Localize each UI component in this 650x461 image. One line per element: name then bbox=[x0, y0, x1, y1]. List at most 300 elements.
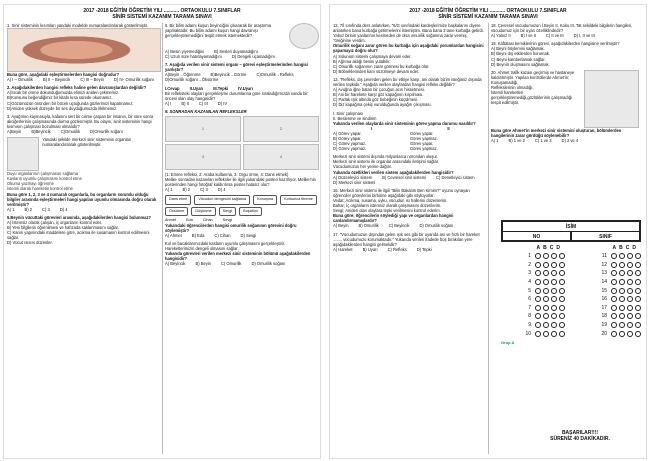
answer-number: 10 bbox=[525, 330, 531, 337]
q19-option-b[interactable]: B) Beyni dış etkilerden korumak. bbox=[491, 51, 550, 57]
question-10 bbox=[165, 195, 319, 238]
q8-option-a[interactable]: A) I bbox=[165, 100, 172, 106]
q9-option-a[interactable]: A) 1 bbox=[165, 187, 173, 193]
answer-bubble[interactable] bbox=[619, 305, 625, 311]
q16-option-c[interactable]: C) Beyincik bbox=[388, 223, 410, 229]
q19-text: 19. Kaftatası kemiklerinin görevi, aşağıdakilerden hangisine verilmiştir? bbox=[491, 41, 620, 47]
q3-option-c[interactable]: C)Omurilik bbox=[60, 129, 81, 135]
q4-bullet-2: Kasların uyumlu çalışmasını kontrol etme bbox=[7, 176, 82, 182]
answer-bubble[interactable] bbox=[627, 288, 633, 294]
question-18 bbox=[491, 23, 645, 38]
q2-option-c[interactable]: C)Gözümüzün önünden bir böcek uçtuğunda gözlerimizi kapatmamız. bbox=[7, 100, 134, 106]
q14-head-1: I. Sinir çalışması bbox=[333, 110, 364, 116]
q4-bullet-3: Okuma yazmayı öğrenme bbox=[7, 181, 54, 187]
q9-title: 9. SONRADAN KAZANILAN REFLEKSLER bbox=[165, 108, 247, 114]
q8-item-2: II.Uyarı bbox=[189, 85, 204, 91]
right-page bbox=[329, 4, 647, 459]
q13-option-a[interactable]: A) Avuğna iğne batan bir çocuğun acın hissetmesi. bbox=[333, 87, 425, 93]
answer-bubble[interactable] bbox=[559, 331, 565, 337]
answer-bubble[interactable] bbox=[543, 305, 549, 311]
q14-head-2: II. Beslenme ve sindirim bbox=[333, 115, 377, 121]
answer-bubble[interactable] bbox=[635, 313, 641, 319]
answer-number: 15 bbox=[601, 287, 607, 294]
class-field[interactable]: SINIF bbox=[571, 231, 640, 242]
question-9 bbox=[165, 109, 319, 192]
question-4 bbox=[7, 137, 161, 212]
q8-option-c[interactable]: C) III bbox=[198, 100, 208, 106]
q15-option-b[interactable]: B) Cevresel sinir sistemi bbox=[382, 174, 427, 180]
answer-bubble[interactable] bbox=[543, 288, 549, 294]
answer-bubble[interactable] bbox=[627, 305, 633, 311]
q10-person-1: Ahmet bbox=[165, 217, 176, 222]
answer-bubble[interactable] bbox=[619, 313, 625, 319]
answer-row bbox=[501, 269, 565, 278]
question-2 bbox=[7, 85, 161, 110]
answer-bubble[interactable] bbox=[627, 313, 633, 319]
page-header-right bbox=[330, 8, 646, 20]
answer-bubble[interactable] bbox=[551, 270, 557, 276]
answer-bubble[interactable] bbox=[619, 279, 625, 285]
answer-number: 3 bbox=[528, 270, 531, 277]
answer-number: 6 bbox=[528, 296, 531, 303]
answer-bubble[interactable] bbox=[635, 288, 641, 294]
q9-caption: (1: Emme refleksi, 2: Araba kullanma, 3: Orgu örme, 4: Dans etmek) bbox=[165, 172, 289, 178]
name-field[interactable]: İSİM bbox=[502, 221, 640, 231]
answer-bubble[interactable] bbox=[543, 322, 549, 328]
q5-option-a[interactable]: A) İstemsiz olarak çalışan, iç organların kontrol eder. bbox=[7, 219, 103, 225]
left-page bbox=[3, 4, 321, 459]
q10-box-8: Boşaltım bbox=[239, 207, 262, 216]
q1-option-c[interactable]: C) III – Beyin bbox=[80, 77, 104, 83]
answer-bubble[interactable] bbox=[551, 253, 557, 259]
q10-option-d[interactable]: D) Sevgi bbox=[240, 232, 257, 238]
answer-row bbox=[501, 286, 565, 295]
question-17 bbox=[333, 232, 487, 252]
q10-person-3: Cihan bbox=[202, 217, 213, 222]
answer-bubble[interactable] bbox=[551, 288, 557, 294]
q20-option-b[interactable]: B) 1 ve 2 bbox=[508, 137, 525, 143]
brain-cross-section-illustration bbox=[584, 70, 639, 128]
answer-number: 12 bbox=[601, 261, 607, 268]
answer-number: 14 bbox=[601, 279, 607, 286]
answer-bubble[interactable] bbox=[559, 288, 565, 294]
header-line-2-right: SİNİR SİSTEMİ KAZANIM TARAMA SINAVI bbox=[438, 14, 538, 20]
answer-bubble[interactable] bbox=[611, 331, 617, 337]
q17-option-b[interactable]: B) Uyarı bbox=[362, 246, 378, 252]
q11-option-d[interactable]: D) Omurilik soğanı bbox=[251, 261, 286, 267]
answer-bubble[interactable] bbox=[627, 296, 633, 302]
q1-option-b[interactable]: B) II – Beyincik bbox=[42, 77, 71, 83]
q12-option-b[interactable]: B) Ağrıma aldığı besini yutabilir. bbox=[333, 58, 391, 64]
q1-option-a[interactable]: A) I – Omurilik bbox=[7, 77, 33, 83]
q9-option-b[interactable]: B) 2 bbox=[182, 187, 191, 193]
answer-bubble[interactable] bbox=[635, 331, 641, 337]
answer-bubble[interactable] bbox=[543, 262, 549, 268]
header-line-1-right: 2017 -2018 EĞİTİM ÖĞRETİM YILI ........... ORTAOKULU 7.SINIFLAR bbox=[409, 8, 567, 14]
answer-bubble[interactable] bbox=[551, 296, 557, 302]
answer-bubble[interactable] bbox=[619, 322, 625, 328]
answer-bubble[interactable] bbox=[535, 305, 541, 311]
answer-bubble[interactable] bbox=[543, 331, 549, 337]
answer-row bbox=[501, 278, 565, 287]
q2-option-a[interactable]: A)Sıcak bir cisme dokunduğumuzda elimizi aniden çekmemiz. bbox=[7, 90, 120, 96]
header-line-2: SİNİR SİSTEMİ KAZANIM TARAMA SINAVI bbox=[112, 14, 212, 20]
q20-bullet-1: Konuşamadığı, bbox=[491, 79, 519, 85]
answer-number: 16 bbox=[601, 296, 607, 303]
q14-col-2: II bbox=[447, 125, 450, 131]
answer-bubble[interactable] bbox=[559, 305, 565, 311]
q16-option-a[interactable]: A) Beyin bbox=[333, 223, 349, 229]
answer-bubble[interactable] bbox=[559, 253, 565, 259]
q16-line-1: Vedat; Acıkma, susama, uyku, vücudun ısı hallerini düzenlerim. bbox=[333, 198, 448, 203]
q19-option-c[interactable]: C) Beyni kamberlamak sağlar. bbox=[491, 56, 546, 62]
answer-bubble[interactable] bbox=[627, 331, 633, 337]
q10-box-7: Sevgi bbox=[219, 207, 237, 216]
q2-option-b[interactable]: B)Konsunu beğendiğimiz bir kitabı kısa sürede okumamız. bbox=[7, 95, 113, 101]
q11-option-b[interactable]: B) Beyin bbox=[195, 261, 211, 267]
answer-bubble[interactable] bbox=[611, 279, 617, 285]
reflex-photo-grid bbox=[165, 116, 319, 170]
photo-4: 4 bbox=[243, 144, 319, 170]
q10-box-1: Dans etme bbox=[165, 195, 191, 204]
q4-option-c[interactable]: C) 3 bbox=[42, 206, 50, 212]
answer-letters-left: ABCD bbox=[536, 245, 563, 251]
answer-bubble[interactable] bbox=[611, 262, 617, 268]
answer-bubble[interactable] bbox=[627, 279, 633, 285]
q16-line-3: Sevgi; Aniden olan olaylara tepki verilmesini kontrol ederim. bbox=[333, 208, 441, 214]
q14-row-a-1[interactable]: A) Görev yapar. bbox=[333, 130, 362, 136]
q10-box-2: Vücudun dengesini sağlama bbox=[194, 195, 250, 204]
answer-number: 8 bbox=[528, 313, 531, 320]
q12-option-a[interactable]: A) Solunum sistemi çalışmaya devam eder. bbox=[333, 53, 412, 59]
answer-row bbox=[501, 329, 565, 338]
answer-row bbox=[577, 329, 641, 338]
q15-option-d[interactable]: D) Merkezi sinir sistemi bbox=[333, 179, 376, 185]
answer-row bbox=[577, 321, 641, 330]
question-14 bbox=[333, 111, 487, 152]
q8-item-1: I.Cevap bbox=[165, 85, 180, 91]
q10-text: Yukarıdaki öğrencilerden hangisi omurilik soğanının görevini doğru söylemiştir? bbox=[165, 222, 297, 233]
answer-row bbox=[577, 295, 641, 304]
q15-bullet-2: Merkezi sinir sistemi ile organlar arasındaki iletişimi sağlar. bbox=[333, 159, 440, 165]
q17-option-c[interactable]: C) Refleks bbox=[387, 246, 407, 252]
answer-number: 2 bbox=[528, 261, 531, 268]
answer-bubble[interactable] bbox=[611, 313, 617, 319]
answer-number: 5 bbox=[528, 287, 531, 294]
q10-person-4: Sevgi bbox=[222, 217, 233, 222]
q10-option-a[interactable]: A) Ahmet bbox=[165, 232, 182, 238]
q2-option-d[interactable]: D)Aniden yüksek düzeyde bir ses duyduğumuzda irkilmemiz. bbox=[7, 105, 118, 111]
q10-box-5: Öksürme bbox=[165, 207, 188, 216]
answer-bubble[interactable] bbox=[635, 262, 641, 268]
answer-bubble[interactable] bbox=[535, 331, 541, 337]
column-divider-right bbox=[488, 23, 489, 454]
question-8 bbox=[165, 86, 319, 106]
q10-box-4: Korkunca titreme bbox=[280, 195, 317, 204]
answer-bubble[interactable] bbox=[543, 270, 549, 276]
answer-bubble[interactable] bbox=[543, 279, 549, 285]
q12-option-c[interactable]: C) Omurilik soğanının zarar görmesi bu kurbağa ölür. bbox=[333, 63, 430, 69]
answer-bubble[interactable] bbox=[619, 270, 625, 276]
q15-option-a[interactable]: A) Düzenleyici sistem bbox=[333, 174, 373, 180]
q14-col-1: I bbox=[370, 125, 373, 131]
answer-bubble[interactable] bbox=[635, 279, 641, 285]
left-column-2 bbox=[165, 23, 319, 269]
q15-bullet-1: Merkezi sinir sistemi dışında milyonlarca nörondan oluşur. bbox=[333, 154, 438, 160]
q5-option-b[interactable]: B) Yeni bilgilerin öğrenilmesi ve hafızada saklanmasını sağlar. bbox=[7, 225, 119, 231]
question-6 bbox=[165, 23, 319, 59]
q3-option-a[interactable]: A)Beyin bbox=[7, 129, 22, 135]
q14-row-c-1[interactable]: C) Görev yapmaz. bbox=[333, 141, 367, 147]
q7-option-d[interactable]: D)Omurilik soğanı→Öksürme bbox=[165, 77, 219, 83]
photo-3: 3 bbox=[165, 144, 241, 170]
answer-bubble[interactable] bbox=[619, 262, 625, 268]
q6-option-a[interactable]: A) Besin yiyemediğini bbox=[165, 49, 205, 54]
footer-success: BAŞARILAR!!!! bbox=[561, 430, 599, 436]
q15-text: Yukarıda özellikleri verilen sistem aşağıdakilerden hangisidir? bbox=[333, 169, 454, 175]
q4-intro: Yandaki şekilde merkezi sinir sisteminin organları numaralandırılarak gösterilmiştir. bbox=[42, 137, 132, 148]
q16-option-b[interactable]: B) Omurilik bbox=[358, 223, 379, 229]
q1-prompt: Buna göre, aşağıdaki eşleştirmelerden hangisi doğrudur? bbox=[7, 72, 120, 78]
answer-column-right bbox=[577, 245, 641, 338]
q15-option-c[interactable]: C) Denetleyici sistem bbox=[436, 174, 475, 180]
question-19 bbox=[491, 41, 645, 66]
answer-bubble[interactable] bbox=[535, 313, 541, 319]
q19-option-a[interactable]: A) Beyni böylemini sağlamak. bbox=[491, 46, 545, 52]
q11-option-c[interactable]: C) Omurilik bbox=[220, 261, 242, 267]
answer-number: 19 bbox=[601, 322, 607, 329]
q9-text: Melike sonradan kazanılan refleksler ile ilgili yukarıdaki posteri hazırlıyor. Melike'nin posterinden hangi fotoğraf kaldırılırsa poster hatasız olur? bbox=[165, 177, 316, 188]
answer-number: 11 bbox=[601, 253, 607, 260]
question-1 bbox=[7, 23, 161, 82]
answer-bubble[interactable] bbox=[635, 305, 641, 311]
photo-2: 2 bbox=[243, 116, 319, 142]
answer-bubble[interactable] bbox=[559, 322, 565, 328]
q20-option-c[interactable]: C) 1 ve 3 bbox=[534, 137, 552, 143]
q7-option-c[interactable]: C)Omurilik→Refleks bbox=[256, 72, 294, 78]
answer-bubble[interactable] bbox=[611, 288, 617, 294]
q9-option-c[interactable]: C) 3 bbox=[200, 187, 208, 193]
q4-option-b[interactable]: B) 2 bbox=[24, 206, 33, 212]
q11-text: Yukarıda görevleri verilen merkezi sinir sisteminin bölümü aşağıdakilerden hangisidir? bbox=[165, 251, 311, 262]
brain-illustration bbox=[7, 28, 161, 72]
q13-text: 13. "Refleks, dış çevreden gelen bir etkiye karşı, ani olarak bizim isteğimiz dışında verilen tepkidir." Aşağıda verilen olaylardan hangisi refleks değildir? bbox=[333, 76, 482, 88]
answer-bubble[interactable] bbox=[611, 253, 617, 259]
right-column-2 bbox=[491, 23, 645, 146]
q14-row-c-2: Görev yapar. bbox=[410, 141, 434, 147]
answer-bubble[interactable] bbox=[559, 296, 565, 302]
answer-bubble[interactable] bbox=[535, 253, 541, 259]
q6-text: 6. Bir bilim adamı kuşun beyinciğini çıkararak bir araştırma yapmaktadır. Bu bilim adamı kuşun hangi davranışı gerçekleştiremediğini tespit etmek istemektedir? bbox=[165, 23, 272, 39]
answer-bubble[interactable] bbox=[535, 288, 541, 294]
answer-bubble[interactable] bbox=[627, 262, 633, 268]
question-16 bbox=[333, 188, 487, 229]
q11-bullet-2: Hareketlerimizin dengeli olmasını sağlar. bbox=[165, 246, 239, 252]
answer-bubble[interactable] bbox=[551, 322, 557, 328]
q10-box-6: Düşünme bbox=[191, 207, 215, 216]
answer-bubble[interactable] bbox=[559, 313, 565, 319]
answer-bubble[interactable] bbox=[543, 296, 549, 302]
q14-row-d-1[interactable]: D) Görev yapmaz. bbox=[333, 146, 367, 152]
answer-number: 18 bbox=[601, 313, 607, 320]
q10-box-3: Konuşma bbox=[253, 195, 277, 204]
q17-option-a[interactable]: A) Hareket bbox=[333, 246, 353, 252]
q19-option-d[interactable]: D) Beynin oluşmasını sağlamak. bbox=[491, 61, 550, 67]
q6-option-b[interactable]: B) Sesleri duyamadığını bbox=[214, 49, 258, 54]
q6-option-d[interactable]: D) Dengeli uçamadığını bbox=[231, 54, 275, 60]
answer-bubble[interactable] bbox=[543, 313, 549, 319]
answer-bubble[interactable] bbox=[619, 296, 625, 302]
q17-option-d[interactable]: D) Tepki bbox=[416, 246, 432, 252]
answer-bubble[interactable] bbox=[635, 253, 641, 259]
answer-number: 13 bbox=[601, 270, 607, 277]
q3-option-d[interactable]: D)Omurilik soğanı bbox=[90, 129, 123, 135]
answer-bubble[interactable] bbox=[611, 270, 617, 276]
q8-text: Bir refleksteki olayları gerçekleşme durumlarına göre sıraladığımızda sonda bir öncesi olan olay hangisidir? bbox=[165, 90, 308, 101]
question-5 bbox=[7, 215, 161, 246]
q13-option-b[interactable]: B) Ani bir harekete karşı göz kapağının kırpılması. bbox=[333, 92, 424, 98]
answer-bubble[interactable] bbox=[619, 288, 625, 294]
q14-text: Yukarıda verilen olaylarda sinir sisteminin görev yapma durumu nasıldır? bbox=[333, 120, 476, 126]
answer-bubble[interactable] bbox=[535, 270, 541, 276]
answer-bubble[interactable] bbox=[535, 262, 541, 268]
answer-bubble[interactable] bbox=[551, 331, 557, 337]
q7-option-b[interactable]: B)Beyincik→Görme bbox=[210, 72, 247, 78]
q15-bullet-3: Vücudumuzun her yerine dağılır. bbox=[333, 164, 392, 170]
q8-option-d[interactable]: D) IV bbox=[217, 100, 228, 106]
answer-row bbox=[577, 278, 641, 287]
answer-bubble[interactable] bbox=[611, 322, 617, 328]
answer-bubble[interactable] bbox=[551, 262, 557, 268]
q18-option-c[interactable]: C) II ve III bbox=[545, 33, 564, 39]
answer-row bbox=[577, 286, 641, 295]
q10-option-b[interactable]: B) Eda bbox=[191, 232, 205, 238]
column-divider bbox=[162, 23, 163, 454]
q4-prompt: Buna göre 1, 2, 3 ve 4 numaralı organlarla, bu organların sorumlu olduğu bilgiler arasında eşleştirmeleri hangi yapılan uyumlu olmasında doğru olarak verilmiştir? bbox=[7, 191, 157, 207]
answer-row bbox=[577, 252, 641, 261]
answer-row bbox=[501, 261, 565, 270]
q12-option-d[interactable]: D) Böbreklerinden kanı süzülmeye devam eder. bbox=[333, 68, 420, 74]
answer-bubble[interactable] bbox=[635, 296, 641, 302]
answer-bubble[interactable] bbox=[627, 322, 633, 328]
q20-text: 20. Ahmet trafik kazası geçirmiş ve hastaneye kaldırılmıştır. Yapılan kontrollerde Ahmet'in; bbox=[491, 69, 575, 80]
brain-side-illustration bbox=[7, 137, 39, 171]
answer-number: 9 bbox=[528, 322, 531, 329]
question-3 bbox=[7, 114, 161, 134]
q17-text: 17. "Vücudumuzun dışından gelen ışık ses gibi bir uyarıda ani ve hızlı bir hareket ........ vücudumuzu korumaktadır." Yukarıda verilen ifadede boş bırakılan yere aşağıdakilerden hangisi gelmelidir? bbox=[333, 231, 480, 247]
answer-number: 4 bbox=[528, 279, 531, 286]
q7-option-a[interactable]: A)Beyin→Öğrenme bbox=[165, 72, 201, 78]
answer-bubble[interactable] bbox=[551, 313, 557, 319]
answer-bubble[interactable] bbox=[619, 253, 625, 259]
right-column-1 bbox=[333, 23, 487, 255]
answer-bubble[interactable] bbox=[559, 279, 565, 285]
q20-prompt: Buna göre Ahmet'in merkezi sinir sistemini oluşturan, bölümlerden hangilerinin zarar gördüğü söylenebilir? bbox=[491, 127, 622, 138]
q10-diagram-row-2 bbox=[165, 207, 319, 216]
answer-bubble[interactable] bbox=[551, 279, 557, 285]
q12-text: 12. 7/İ sınıfında ders anlatırken, "6/G sınıfındaki kardeşlerimize başkalarını diyere anlatırken bana kurbağa getirmelerini istemiştim. Bana bana 3 tane kurbağa getirdi. Yalnız birinin yanlarının kesmeden de olsa omurilik soğanına zarar vermiş, "öreğinine verdim. bbox=[333, 23, 484, 44]
q4-option-a[interactable]: A) 1 bbox=[7, 206, 15, 212]
q20-option-d[interactable]: D) 2 ve 4 bbox=[561, 137, 579, 143]
answer-bubble[interactable] bbox=[627, 253, 633, 259]
group-label: Grup A bbox=[501, 339, 515, 345]
answer-row bbox=[501, 321, 565, 330]
question-15 bbox=[333, 154, 487, 185]
answer-row bbox=[577, 269, 641, 278]
answer-row bbox=[501, 252, 565, 261]
q8-item-4: IV.Uyarı bbox=[238, 85, 254, 91]
answer-bubble[interactable] bbox=[635, 270, 641, 276]
q14-row-b-1[interactable]: B) Görev yapar. bbox=[333, 135, 362, 141]
answer-letters-right: ABCD bbox=[612, 245, 639, 251]
number-field[interactable]: NO bbox=[502, 231, 571, 242]
answer-bubble[interactable] bbox=[543, 253, 549, 259]
q10-option-c[interactable]: C) Cihan bbox=[214, 232, 231, 238]
answer-number: 17 bbox=[601, 304, 607, 311]
q5-option-d[interactable]: D) Vücut ısısını düzenler. bbox=[7, 240, 53, 246]
q3-text: 3. Ayağımın kaymasıyla, kafasını sert bir cisme çarpan bir insanın, bir süre sonra akciğerlerinin çalışmasında durma gözlenmiştir. Bu olayın, sinir sisteminin hangi kısmının çalışması bozulması olmalıdır? bbox=[7, 113, 154, 129]
q18-option-a[interactable]: A) Yalnız II bbox=[491, 33, 511, 39]
q13-option-c[interactable]: C) Parlak ışık altında göz bebeğinin küçülmesi. bbox=[333, 97, 419, 103]
q20-option-a[interactable]: A) 1 bbox=[491, 137, 499, 143]
answer-bubble[interactable] bbox=[551, 305, 557, 311]
question-7 bbox=[165, 62, 319, 82]
answer-row bbox=[577, 261, 641, 270]
answer-bubble[interactable] bbox=[611, 296, 617, 302]
answer-row bbox=[577, 304, 641, 313]
q11-bullet-1: Kol ve bacaklarımızdaki kasların uyumlu çalışmasını gerçekleştirir. bbox=[165, 240, 286, 246]
q20-bullet-3: İstemli hareketleri gerçekleştiremediği,gözlüklerinin çalışmadığı tespit edilmiştir. bbox=[491, 90, 573, 106]
answer-row bbox=[501, 312, 565, 321]
footer-duration: SÜRENİZ 40 DAKİKADIR. bbox=[550, 436, 610, 442]
q4-bullet-4: İstemli olarak hareketin kontrol etme bbox=[7, 186, 73, 192]
answer-bubble[interactable] bbox=[559, 270, 565, 276]
answer-bubble[interactable] bbox=[535, 279, 541, 285]
answer-row bbox=[501, 295, 565, 304]
answer-bubble[interactable] bbox=[535, 296, 541, 302]
q18-option-d[interactable]: D) I, II ve III bbox=[573, 33, 595, 39]
q14-row-b-2: Görev yapmaz. bbox=[410, 135, 438, 141]
q6-option-c[interactable]: C) Uzun süre hatırlayamadığını bbox=[165, 54, 222, 60]
q5-option-c[interactable]: C) Kanın yapısındaki maddelere göre, acıkma ile susamanın kontrol edilmesini sağlar. bbox=[7, 230, 150, 241]
q9-option-d[interactable]: D) 4 bbox=[217, 187, 226, 193]
q3-option-b[interactable]: B)Beyincik bbox=[31, 129, 51, 135]
q5-text: 5.Beynin vücuttaki görevleri arasında, aşağıdakilerden hangisi bulunmaz? bbox=[7, 214, 152, 220]
q18-option-b[interactable]: B) I ve II bbox=[520, 33, 536, 39]
q13-option-d[interactable]: D) Diz kapağına çekiç vurulduğunda ayağın çıkışması. bbox=[333, 102, 432, 108]
q7-text: 7. Aşağıda verilen sinir sistemi organı – görevi eşleştirmelerinden hangisi yanlıştır? bbox=[165, 62, 308, 73]
q1-option-d[interactable]: D) IV- Omurilik soğanı bbox=[113, 77, 154, 83]
q10-diagram-row-1 bbox=[165, 195, 319, 204]
answer-bubble[interactable] bbox=[559, 262, 565, 268]
answer-bubble[interactable] bbox=[635, 322, 641, 328]
q1-text: 1. Sinir sisteminin kısımları yandaki modelde numaralandırılarak gösterilmiştir. bbox=[7, 23, 149, 28]
photo-1: 1 bbox=[165, 116, 241, 142]
answer-bubble[interactable] bbox=[627, 270, 633, 276]
q8-item-3: III.Tepki bbox=[213, 85, 229, 91]
q8-option-b[interactable]: B) II bbox=[181, 100, 189, 106]
q11-option-a[interactable]: A) Beyincik bbox=[165, 261, 186, 267]
q4-bullet-1: Duyu organlarının çalışmasını sağlama bbox=[7, 171, 78, 177]
header-line-1: 2017 -2018 EĞİTİM ÖĞRETİM YILI ........... ORTAOKULU 7.SINIFLAR bbox=[83, 8, 241, 14]
answer-bubble[interactable] bbox=[535, 322, 541, 328]
q2-text: 2. Aşağıdakilerden hangisi refleks haline gelen davranışlardan değildir? bbox=[7, 85, 147, 91]
q4-option-d[interactable]: D) 4 bbox=[59, 206, 68, 212]
q16-option-d[interactable]: D) Omurilik soğanı bbox=[419, 223, 454, 229]
answer-bubble[interactable] bbox=[619, 331, 625, 337]
answer-sheet bbox=[501, 220, 641, 345]
answer-bubble[interactable] bbox=[611, 305, 617, 311]
